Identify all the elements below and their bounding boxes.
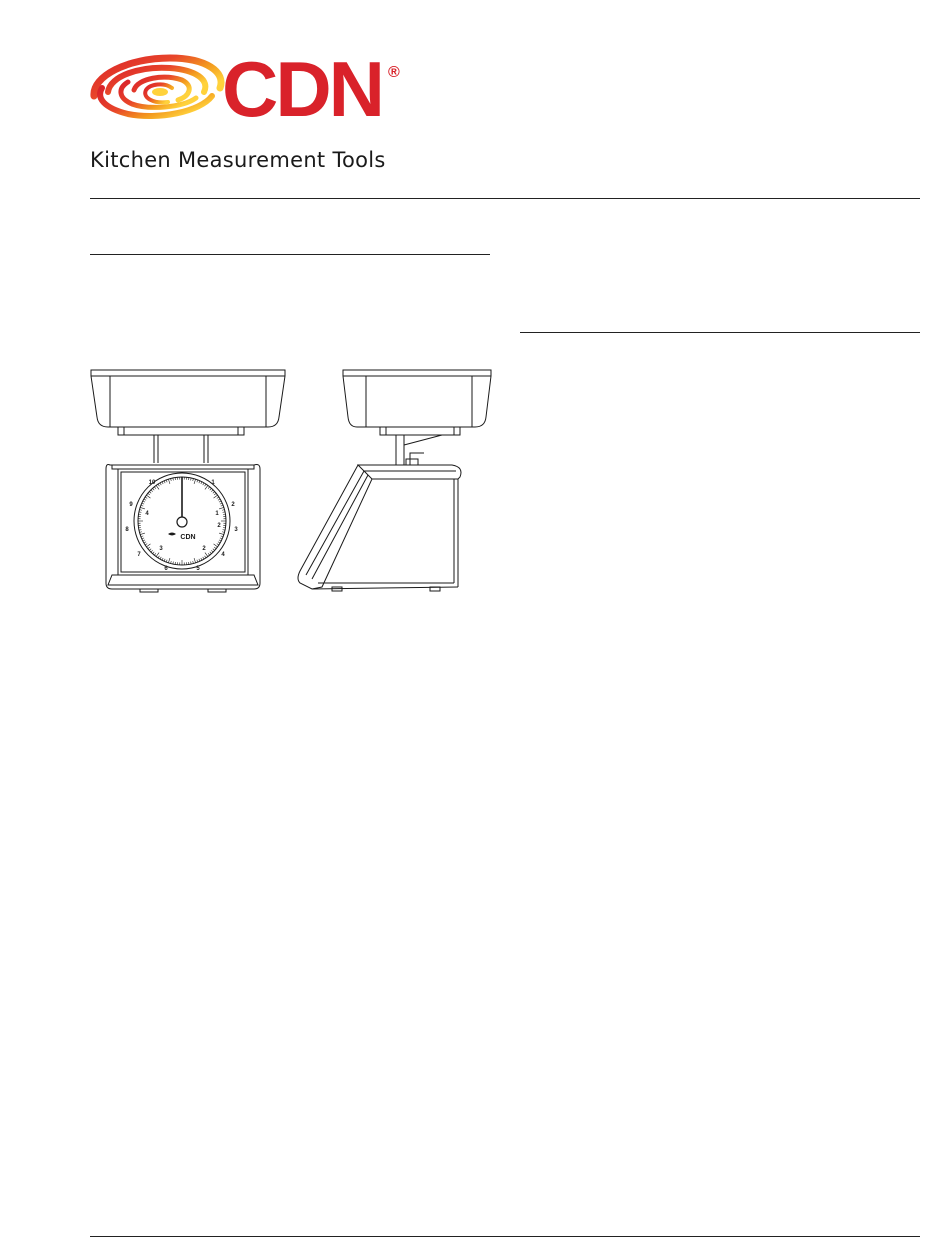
dial-kg-4: 4 bbox=[145, 511, 149, 517]
dial-lb-2: 2 bbox=[231, 502, 235, 508]
dial-lb-3: 3 bbox=[234, 527, 238, 533]
registered-mark: ® bbox=[388, 64, 400, 81]
dial-kg-2b: 2 bbox=[217, 523, 221, 529]
right-column-divider bbox=[520, 332, 920, 333]
scale-side-view-illustration bbox=[292, 365, 496, 597]
dial-lb-9: 9 bbox=[129, 502, 133, 508]
scale-front-view-illustration bbox=[88, 365, 288, 597]
dial-lb-8: 8 bbox=[125, 527, 129, 533]
dial-kg-1: 1 bbox=[215, 511, 219, 517]
dial-kg-3: 3 bbox=[159, 546, 163, 552]
footer-divider bbox=[90, 1236, 920, 1237]
dial-lb-7: 7 bbox=[137, 552, 141, 558]
dial-lb-1: 1 bbox=[211, 480, 215, 486]
tagline: Kitchen Measurement Tools bbox=[90, 148, 386, 172]
dial-lb-10: 10 bbox=[148, 480, 156, 486]
dial-lb-5: 5 bbox=[196, 566, 200, 572]
brand-name: CDN bbox=[222, 45, 382, 133]
dial-lb-6: 6 bbox=[164, 566, 168, 572]
dial-lb-4: 4 bbox=[221, 552, 225, 558]
dial-kg-2: 2 bbox=[202, 546, 206, 552]
header-divider bbox=[90, 198, 920, 199]
left-column-divider bbox=[90, 254, 490, 255]
cdn-swirl-logo-icon bbox=[88, 52, 228, 124]
dial-brand-text: CDN bbox=[180, 534, 196, 541]
